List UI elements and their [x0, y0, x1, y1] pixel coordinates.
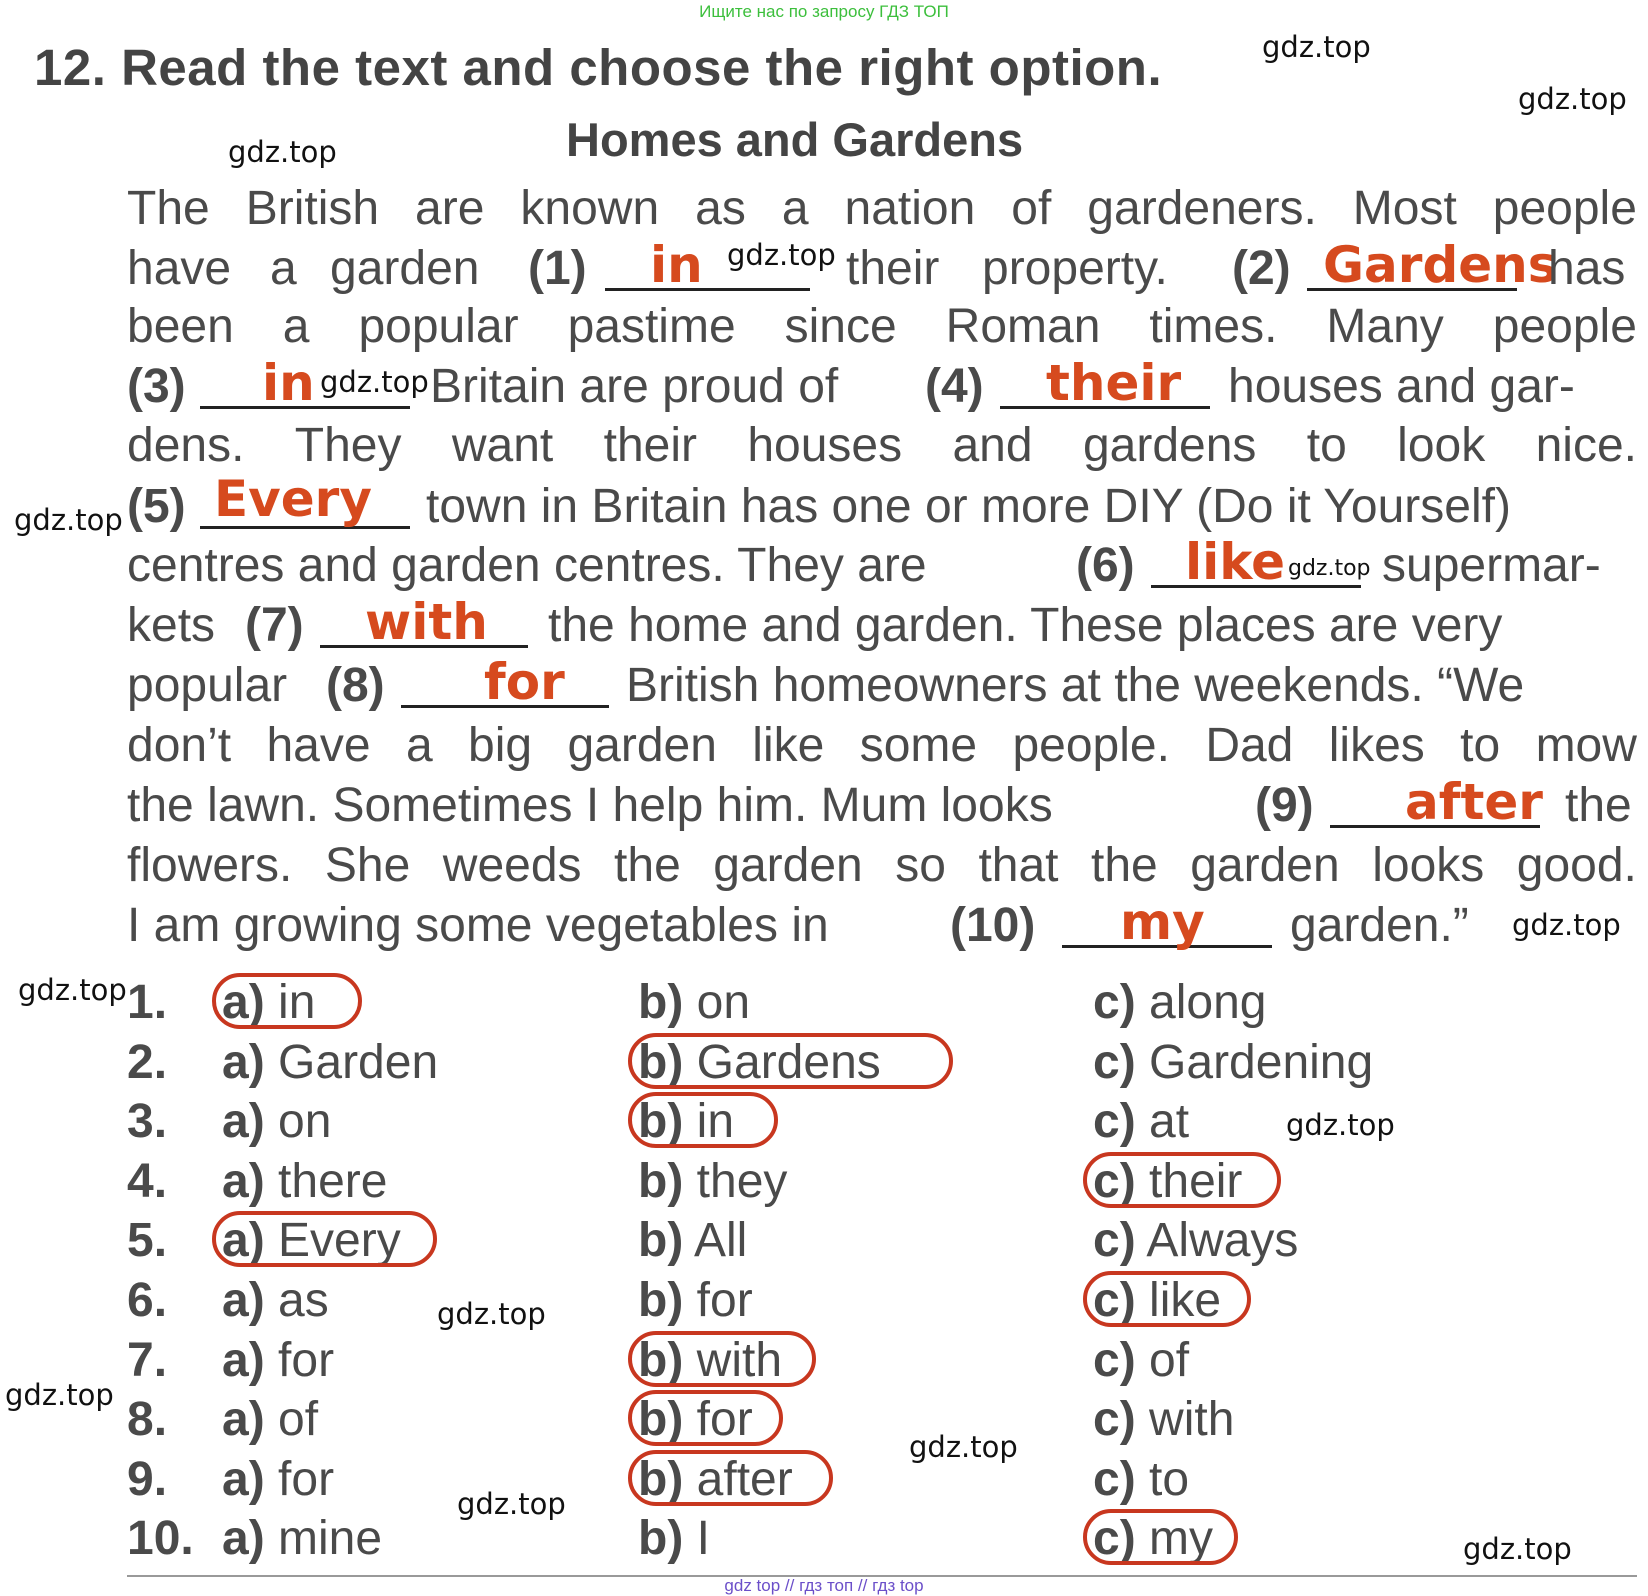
option-b[interactable]: [638, 1273, 753, 1328]
option-text: with: [1149, 1393, 1235, 1447]
word: garden.”: [1290, 899, 1469, 952]
word: want: [451, 419, 554, 472]
word: the lawn. Sometimes I help him. Mum looks: [127, 779, 1053, 832]
option-letter: a): [222, 1512, 265, 1566]
option-c[interactable]: [1093, 1452, 1189, 1507]
watermark: gdz.top: [727, 238, 836, 272]
option-text: Gardens: [696, 1035, 881, 1089]
word: garden: [713, 839, 863, 892]
option-letter: b): [638, 1512, 684, 1566]
option-letter: b): [638, 1035, 684, 1089]
word: pastime: [567, 300, 736, 353]
word: kets: [127, 599, 216, 652]
question-number: 6.: [127, 1274, 168, 1327]
word: weeds: [442, 839, 582, 892]
option-text: mine: [278, 1512, 383, 1566]
selected-answer-circle: [628, 1450, 833, 1506]
option-letter: a): [222, 1095, 265, 1149]
selected-answer-circle: [628, 1033, 953, 1089]
option-a[interactable]: [222, 1035, 438, 1090]
option-text: of: [1149, 1333, 1190, 1387]
word: British: [245, 182, 380, 235]
watermark: gdz.top: [1288, 556, 1371, 581]
word: popular: [358, 300, 519, 353]
word: Britain are proud of: [430, 360, 839, 413]
word: of: [1011, 182, 1052, 235]
word: flowers.: [127, 839, 293, 892]
answer-1: in: [650, 236, 703, 294]
word: their: [846, 242, 940, 295]
word: Most: [1352, 182, 1457, 235]
word: supermar-: [1382, 539, 1601, 592]
watermark: gdz.top: [1286, 1108, 1395, 1142]
option-text: for: [696, 1393, 753, 1447]
option-letter: a): [222, 1393, 265, 1447]
option-letter: b): [638, 1274, 684, 1327]
word: since: [784, 300, 897, 353]
watermark: gdz.top: [5, 1378, 114, 1412]
selected-answer-circle: [1083, 1271, 1251, 1327]
option-text: for: [278, 1452, 335, 1506]
text-line-5: [127, 418, 1637, 476]
word: known: [520, 182, 660, 235]
gap-number: (10): [950, 899, 1036, 952]
option-a[interactable]: [222, 1392, 318, 1447]
option-a[interactable]: [222, 1452, 334, 1507]
option-b[interactable]: [638, 975, 750, 1030]
text-line-3: [127, 299, 1637, 357]
option-letter: c): [1093, 1154, 1136, 1208]
word: Many: [1326, 300, 1444, 353]
word: and: [952, 419, 1033, 472]
option-text: Gardening: [1149, 1035, 1374, 1089]
word: like: [752, 719, 825, 772]
gap-number: (3): [127, 360, 186, 413]
word: gardens: [1082, 419, 1257, 472]
watermark: gdz.top: [437, 1297, 546, 1331]
option-c[interactable]: [1093, 1035, 1373, 1090]
selected-answer-circle: [212, 1211, 437, 1267]
gap-number: (6): [1076, 539, 1135, 592]
watermark: gdz.top: [14, 503, 123, 537]
question-number: 3.: [127, 1095, 168, 1149]
option-text: my: [1149, 1512, 1214, 1566]
word: a: [282, 300, 310, 353]
option-text: like: [1149, 1274, 1222, 1327]
watermark: gdz.top: [18, 973, 127, 1007]
word: as: [695, 182, 746, 235]
answer-5: Every: [214, 470, 372, 528]
selected-answer-circle: [1083, 1509, 1238, 1565]
option-text: for: [696, 1274, 753, 1327]
word: The: [127, 182, 210, 235]
gap-number: (1): [528, 242, 587, 295]
option-text: Every: [278, 1214, 401, 1268]
option-letter: c): [1093, 1035, 1136, 1089]
option-a[interactable]: [222, 1333, 334, 1388]
option-text: they: [696, 1154, 788, 1208]
word: likes: [1328, 719, 1425, 772]
option-letter: a): [222, 976, 265, 1029]
word: houses: [747, 419, 903, 472]
gap-number: (7): [245, 599, 304, 652]
answer-8: for: [484, 653, 565, 711]
word: looks: [1372, 839, 1485, 892]
selected-answer-circle: [212, 973, 362, 1029]
question-number: 4.: [127, 1154, 168, 1208]
option-letter: a): [222, 1154, 265, 1208]
word: times.: [1149, 300, 1278, 353]
word: popular: [127, 659, 288, 712]
word: have: [266, 719, 371, 772]
word: garden: [567, 719, 717, 772]
question-number: 10.: [127, 1512, 194, 1566]
option-text: of: [278, 1393, 319, 1447]
watermark: gdz.top: [228, 135, 337, 169]
question-number: 9.: [127, 1452, 168, 1506]
word: Dad: [1205, 719, 1294, 772]
option-letter: c): [1093, 1512, 1136, 1566]
word: been: [127, 300, 234, 353]
word: has: [1548, 242, 1626, 295]
option-text: their: [1149, 1154, 1243, 1208]
question-number: 5.: [127, 1214, 168, 1268]
option-text: I: [696, 1512, 710, 1566]
answer-2: Gardens: [1323, 236, 1558, 294]
question-number: 2.: [127, 1035, 168, 1089]
option-letter: a): [222, 1035, 265, 1089]
word: nice.: [1535, 419, 1637, 472]
selected-answer-circle: [628, 1331, 816, 1387]
word: Roman: [945, 300, 1101, 353]
word: people: [1492, 182, 1637, 235]
word: houses and gar-: [1228, 360, 1575, 413]
option-text: with: [696, 1333, 783, 1387]
answer-9: after: [1405, 773, 1543, 831]
selected-answer-circle: [628, 1092, 778, 1148]
exercise-heading: 12. Read the text and choose the right option.: [34, 39, 1163, 96]
word: to: [1306, 419, 1347, 472]
gap-number: (4): [925, 360, 984, 413]
option-text: in: [278, 976, 316, 1029]
watermark: gdz.top: [1463, 1532, 1572, 1566]
word: people.: [1012, 719, 1170, 772]
word: people: [1492, 300, 1637, 353]
option-letter: a): [222, 1333, 265, 1387]
option-a[interactable]: [222, 1273, 329, 1328]
option-letter: c): [1093, 1393, 1136, 1447]
option-text: to: [1149, 1452, 1190, 1506]
option-letter: b): [638, 1214, 684, 1268]
word: to: [1460, 719, 1501, 772]
option-letter: a): [222, 1274, 265, 1327]
option-a[interactable]: [222, 1511, 382, 1566]
option-a[interactable]: [222, 1094, 331, 1149]
option-letter: c): [1093, 976, 1136, 1029]
watermark: gdz.top: [1512, 908, 1621, 942]
word: so: [895, 839, 946, 892]
text-line-10: [127, 718, 1637, 776]
option-letter: c): [1093, 1333, 1136, 1387]
question-number: 7.: [127, 1333, 168, 1387]
question-number: 1.: [127, 976, 168, 1029]
option-b[interactable]: [638, 1154, 787, 1209]
selected-answer-circle: [1083, 1152, 1281, 1208]
word: a: [405, 719, 433, 772]
option-letter: b): [638, 1393, 684, 1447]
answer-10: my: [1120, 893, 1205, 951]
word: look: [1397, 419, 1486, 472]
option-c[interactable]: [1093, 1392, 1234, 1447]
option-letter: b): [638, 1154, 684, 1208]
option-text: in: [696, 1095, 735, 1149]
option-letter: c): [1093, 1214, 1136, 1268]
watermark: gdz.top: [909, 1430, 1018, 1464]
gap-number: (2): [1232, 242, 1291, 295]
question-number: 8.: [127, 1393, 168, 1447]
word: the home and garden. These places are very: [548, 599, 1503, 652]
word: dens.: [127, 419, 245, 472]
option-c[interactable]: [1093, 975, 1266, 1030]
option-letter: c): [1093, 1452, 1136, 1506]
option-c[interactable]: [1093, 1094, 1189, 1149]
option-text: for: [278, 1333, 335, 1387]
word: centres and garden centres. They are: [127, 539, 927, 592]
option-letter: a): [222, 1214, 265, 1268]
word: the: [1091, 839, 1158, 892]
option-b[interactable]: [638, 1511, 710, 1566]
option-text: Garden: [278, 1035, 439, 1089]
footer-watermark: gdz top // гдз топ // гдз top: [724, 1576, 924, 1595]
answer-4: their: [1046, 354, 1182, 412]
option-text: after: [696, 1452, 793, 1506]
option-letter: b): [638, 1095, 684, 1149]
word: property.: [982, 242, 1168, 295]
watermark: gdz.top: [1518, 82, 1627, 116]
option-letter: b): [638, 1452, 684, 1506]
option-text: on: [278, 1095, 332, 1149]
option-b[interactable]: [638, 1213, 747, 1268]
word: big: [468, 719, 533, 772]
option-text: as: [278, 1274, 329, 1327]
text-line-12: [127, 838, 1637, 896]
option-text: along: [1149, 976, 1267, 1029]
word: are: [415, 182, 485, 235]
option-text: Always: [1146, 1214, 1299, 1268]
word: the: [614, 839, 681, 892]
word: town in Britain has one or more DIY (Do it Yourself): [426, 480, 1511, 533]
word: a: [781, 182, 809, 235]
word: don’t: [127, 719, 232, 772]
text-line-1: [127, 181, 1637, 239]
option-text: All: [694, 1214, 748, 1268]
answer-3: in: [262, 354, 315, 412]
text-title: Homes and Gardens: [566, 113, 1024, 166]
option-letter: c): [1093, 1274, 1136, 1327]
option-letter: c): [1093, 1095, 1136, 1149]
gap-number: (9): [1255, 779, 1314, 832]
word: that: [978, 839, 1059, 892]
word: have: [127, 242, 232, 295]
word: They: [294, 419, 402, 472]
option-text: there: [278, 1154, 388, 1208]
word: I am growing some vegetables in: [127, 899, 829, 952]
word: She: [324, 839, 411, 892]
watermark: gdz.top: [320, 365, 429, 399]
word: the: [1565, 779, 1632, 832]
option-text: at: [1149, 1095, 1190, 1149]
search-banner: Ищите нас по запросу ГДЗ ТОП: [699, 2, 949, 21]
option-text: on: [696, 976, 751, 1029]
answer-blank: [605, 288, 810, 291]
word: garden: [330, 242, 480, 295]
gap-number: (5): [127, 480, 186, 533]
answer-6: like: [1185, 533, 1286, 591]
selected-answer-circle: [628, 1390, 783, 1446]
word: some: [859, 719, 978, 772]
word: nation: [844, 182, 976, 235]
option-letter: a): [222, 1452, 265, 1506]
gap-number: (8): [326, 659, 385, 712]
option-c[interactable]: [1093, 1213, 1298, 1268]
word: British homeowners at the weekends. “We: [626, 659, 1525, 712]
answer-7: with: [365, 593, 488, 651]
word: gardeners.: [1087, 182, 1317, 235]
word: mow: [1535, 719, 1637, 772]
word: their: [603, 419, 697, 472]
option-c[interactable]: [1093, 1333, 1189, 1388]
word: garden: [1190, 839, 1340, 892]
word: good.: [1516, 839, 1637, 892]
word: a: [270, 242, 297, 295]
option-a[interactable]: [222, 1154, 387, 1209]
watermark: gdz.top: [457, 1487, 566, 1521]
watermark: gdz.top: [1262, 30, 1371, 64]
option-letter: b): [638, 976, 684, 1029]
option-letter: b): [638, 1333, 684, 1387]
